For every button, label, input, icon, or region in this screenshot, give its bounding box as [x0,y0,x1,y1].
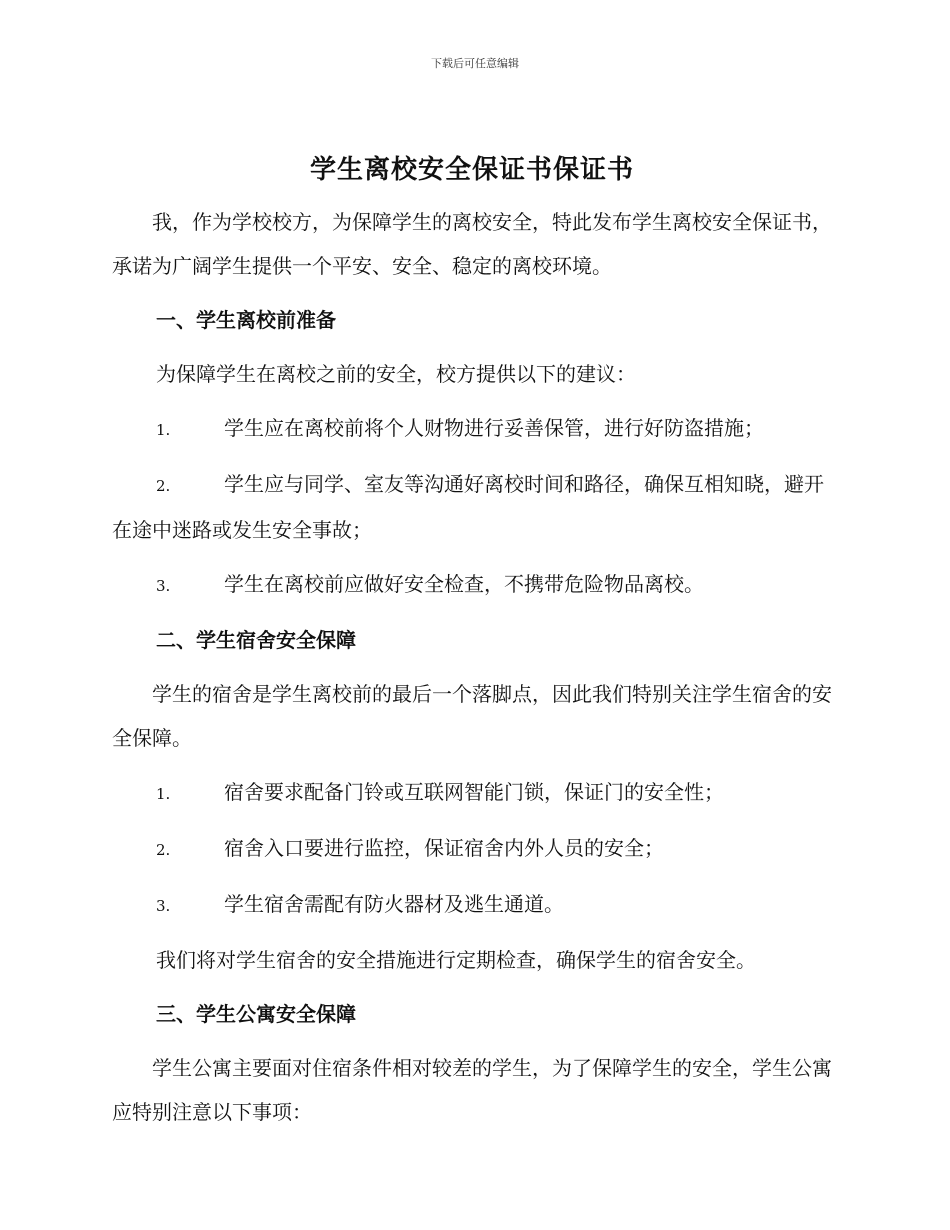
list-number: 3. [156,577,171,595]
header-note: 下载后可任意编辑 [431,57,519,70]
list-number: 2. [156,477,171,495]
list-text: 宿舍入口要进行监控，保证宿舍内外人员的安全； [224,836,664,860]
list-text: 学生在离校前应做好安全检查，不携带危险物品离校。 [224,572,704,596]
list-number: 3. [156,897,171,915]
list-item [112,462,832,552]
list-item [112,826,832,872]
intro-paragraph: 我，作为学校校方，为保障学生的离校安全，特此发布学生离校安全保证书，承诺为广阔学生提供一个平安、安全、稳定的离校环境。 [112,210,832,278]
list-text: 学生宿舍需配有防火器材及逃生通道。 [224,892,564,916]
list-item [112,562,832,608]
list-item [112,882,832,928]
section-intro: 学生的宿舍是学生离校前的最后一个落脚点，因此我们特别关注学生宿舍的安全保障。 [112,682,832,750]
list-number: 1. [156,421,171,439]
document-body [112,150,832,1144]
section-intro: 学生公寓主要面对住宿条件相对较差的学生，为了保障学生的安全，学生公寓应特别注意以下事项： [112,1056,832,1124]
list-number: 2. [156,841,171,859]
list-item [112,406,832,452]
section-intro: 为保障学生在离校之前的安全，校方提供以下的建议： [156,362,636,386]
section-heading: 三、学生公寓安全保障 [156,1002,356,1026]
section-heading: 一、学生离校前准备 [156,308,336,332]
section-heading: 二、学生宿舍安全保障 [156,628,356,652]
list-item [112,770,832,816]
list-number: 1. [156,785,171,803]
list-text: 宿舍要求配备门铃或互联网智能门锁，保证门的安全性； [224,780,724,804]
section-closing: 我们将对学生宿舍的安全措施进行定期检查，确保学生的宿舍安全。 [156,948,756,972]
list-text: 学生应在离校前将个人财物进行妥善保管，进行好防盗措施； [224,416,764,440]
document-title: 学生离校安全保证书保证书 [309,155,634,185]
list-text: 学生应与同学、室友等沟通好离校时间和路径，确保互相知晓，避开在途中迷路或发生安全事故； [112,472,824,542]
